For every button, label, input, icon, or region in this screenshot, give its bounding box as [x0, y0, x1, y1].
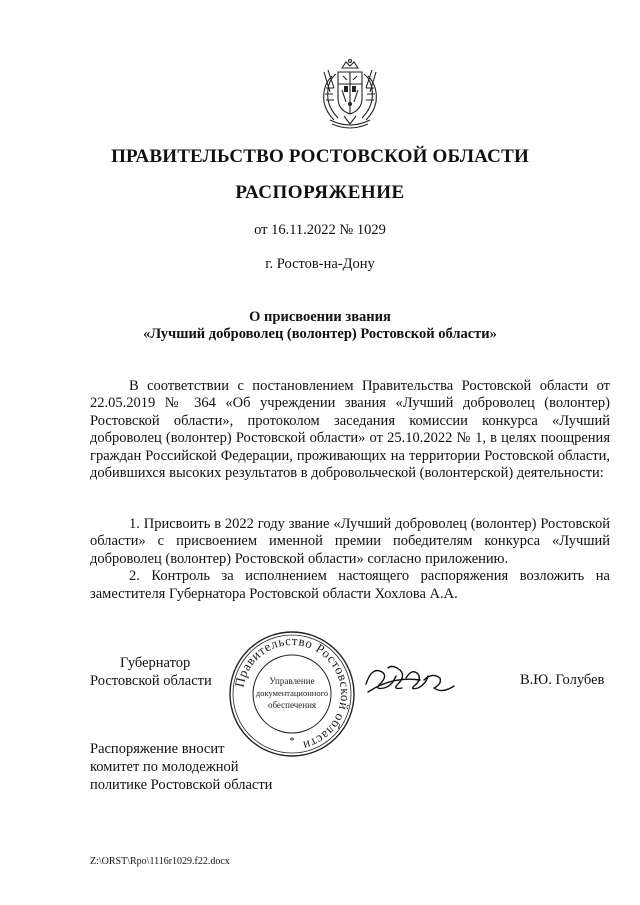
- stamp-center-line-1: Управление: [269, 676, 315, 686]
- stamp-center-line-2: документационного: [255, 688, 329, 698]
- signatory-position-line-1: Губернатор: [120, 655, 191, 671]
- originator-line-3: политике Ростовской области: [90, 777, 273, 793]
- signatory-position-line-2: Ростовской области: [90, 673, 212, 689]
- document-type: РАСПОРЯЖЕНИЕ: [235, 182, 405, 203]
- stamp-ring-text: Правительство Ростовской области: [231, 632, 354, 754]
- government-title: ПРАВИТЕЛЬСТВО РОСТОВСКОЙ ОБЛАСТИ: [111, 146, 529, 167]
- resolution-items: [90, 516, 610, 603]
- originator-note: [90, 740, 272, 794]
- signatory-name: В.Ю. Голубев: [520, 672, 605, 688]
- document-date-number: от 16.11.2022 № 1029: [254, 222, 386, 238]
- resolution-item-1: 1. Присвоить в 2022 году звание «Лучший доброволец (волонтер) Ростовской области» с присвоением именной премии победителям конкурса «Лучший доброволец (волонтер) Ростовской области» согласно приложению.: [90, 516, 610, 567]
- resolution-item-2: 2. Контроль за исполнением настоящего распоряжения возложить на заместителя Губернатора Ростовской области Хохлова А.А.: [90, 568, 610, 602]
- stamp-center-line-3: обеспечения: [267, 700, 317, 710]
- file-path: Z:\ORST\Rpo\1116r1029.f22.docx: [90, 856, 230, 867]
- subject-line-2: «Лучший доброволец (волонтер) Ростовской области»: [143, 326, 497, 342]
- originator-line-1: Распоряжение вносит: [90, 741, 225, 757]
- subject-line-1: О присвоении звания: [249, 309, 391, 325]
- coat-of-arms-icon: [316, 58, 384, 130]
- stamp-star: *: [289, 735, 295, 747]
- originator-line-2: комитет по молодежной: [90, 759, 239, 775]
- preamble-paragraph: В соответствии с постановлением Правительства Ростовской области от 22.05.2019 № 364 «Об учреждении звания «Лучший доброволец (волонтер) Ростовской области», протоколом заседания комиссии конкурса «Лучший доброволец (волонтер) Ростовской области» от 25.10.2022 № 1, в целях поощрения граждан Российской Федерации, проживающих на территории Ростовской области, добившихся высоких результатов в добровольческой (волонтерской) деятельности:: [90, 378, 610, 482]
- signatory-position: [90, 654, 212, 690]
- handwritten-signature: [362, 658, 482, 700]
- document-subject: [0, 309, 640, 343]
- official-stamp: [228, 630, 356, 758]
- document-city: г. Ростов-на-Дону: [265, 256, 375, 272]
